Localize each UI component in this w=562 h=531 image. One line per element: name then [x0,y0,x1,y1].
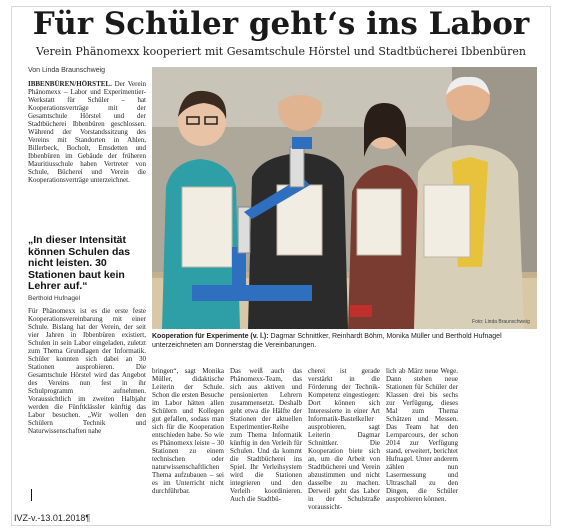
pull-quote-author: Berthold Hufnagel [28,294,81,302]
article-column-3 [230,367,302,509]
pull-quote [28,235,146,302]
photo-caption [152,333,540,350]
article-photo [152,67,537,329]
contract-paper-4 [424,185,470,257]
article-column-2 [152,367,224,509]
red-box [350,305,372,317]
headline: Für Schüler geht‘s ins Labor [32,6,530,42]
article-column-1a [28,80,146,230]
paragraph-6: lich ab März neue Wege. Dann stehen neue Stationen für Schüler der Klassen drei bis sechs zur Verfügung, dieses Mal zum Thema Schätzen und Messen. Das Team hat den Lernparcours, der schon 2014 zur Verfügung stand, erweitert, berichtet Hufnagel. Unter anderem zählen nun Lasermessung und Ultraschall zu den Dingen, die Schüler ausprobieren können. [386,367,458,503]
paragraph-2: Für Phänomexx ist es die erste feste Kooperationsvereinbarung mit einer Schule. Bislang hat der Verein, der seit vier Jahren in Ibbenbüren existiert, Schulen in sein Labor eingeladen, zuletzt zum Thema Grundlagen der Informatik. Schüler konnten sich dabei an 30 Stationen ausprobieren. Die Gesamtschule Hörstel wird das Angebot des Vereins nun fest in ihr Schulprogramm aufnehmen. Voraussichtlich im zweiten Halbjahr werden die Fünftklässler künftig das Labor besuchen. „Wir wollen den Schülern Technik und Naturwissenschaften nahe [28,307,146,435]
paragraph-5: cherei ist gerade verstärkt in die Förderung der Technik-Kompetenz eingestiegen: Dort können sich Interessierte in einer Art Informatik-Bastelkeller ausprobieren, sagt Leiterin Dagmar Schnittker. Die Kooperation biete sich an, um die Arbeit von Stadtbücherei und Verein abzustimmen und nicht dasselbe zu machen. Derweil geht das Labor in der Schulstraße voraussicht- [308,367,380,509]
paragraph-3: bringen“, sagt Monika Müller, didaktische Leiterin der Schule. Schon die ersten Besuche im Labor hätten allen Schülern und Kollegen gut gefallen, sodass man sich für die Kooperation entschieden habe. So wie es Phänomexx leiste – 30 Stationen zu einem technischen oder naturwissenschaftlichen Thema aufzubauen – sei es im Unterricht nicht durchführbar. [152,367,224,495]
contract-paper-1 [182,187,232,267]
contract-paper-3 [357,189,401,255]
article-column-5 [386,367,458,509]
article-column-1b [28,307,146,507]
paragraph-1: Der Verein Phänomexx – Labor und Experimentier-Werkstatt für Schüler – hat Kooperationsverträge mit der Gesamtschule Hörstel und der Stadtbücherei Ibbenbüren geschlossen. Während der Vorstandssitzung des Vereins mit Standorten in Ahlen, Billerbeck, Bocholt, Emsdetten und Ibbenbüren im Gebäude der früheren Mauritiusschule haben Vertreter von Schule, Bücherei und Verein die Kooperationsverträge unterzeichnet. [28,80,146,184]
byline: Von Linda Braunschweig [28,67,106,74]
article-column-4 [308,367,380,509]
lab-photo-illustration [152,67,537,329]
paragraph-4: Das weiß auch das Phänomexx-Team, das sich aus aktiven und pensionierten Lehrern zusammensetzt. Deshalb geht etwa die Hälfte der Stationen der aktuellen Experimentier-Reihe zum Thema Informatik künftig in den Verleih für Schulen. Und da kommt die Stadtbücherei ins Spiel. Ihr Verleihsystem wird die Stationen integrieren und den Verleih koordinieren. Auch die Stadtbü- [230,367,302,503]
pull-quote-text: „In dieser Intensität können Schulen das nicht leisten. 30 Stationen baut kein Lehrer auf.“ [28,234,131,292]
subheadline: Verein Phänomexx kooperiert mit Gesamtschule Hörstel und Stadtbücherei Ibbenbüren [36,45,526,58]
text-cursor [31,489,32,501]
caption-lead: Kooperation für Experimente (v. l.): [152,333,269,340]
photo-credit: Foto: Linda Braunschweig [472,319,530,325]
caption-text: Dagmar Schnittker, Reinhardt Böhm, Monika Müller und Berthold Hufnagel unterzeichneten am Donnerstag die Vereinbarungen. [152,333,502,349]
dateline: IBBENBÜREN/HÖRSTEL. [28,80,112,88]
document-footer: IVZ-v.-13.01.2018¶ [14,513,91,523]
